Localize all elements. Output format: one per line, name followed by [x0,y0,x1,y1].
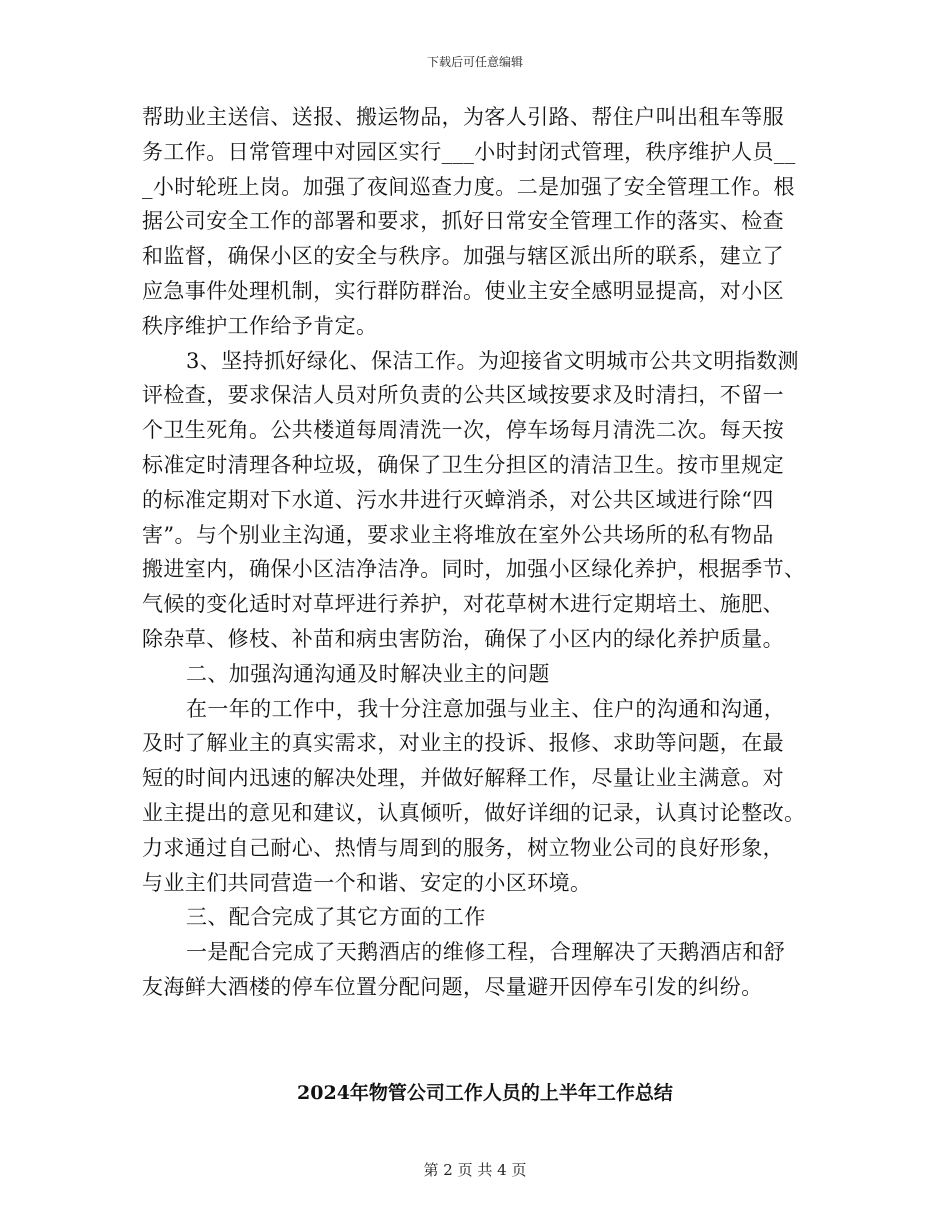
paragraph-start-line: 3、坚持抓好绿化、保洁工作。为迎接省文明城市公共文明指数测 [186,348,799,373]
page-header: 下载后可任意编辑 [426,55,523,69]
text-line: 气候的变化适时对草坪进行养护，对花草树木进行定期培土、施肥、 [142,592,784,617]
text-line: 秩序维护工作给予肯定。 [142,313,378,338]
page-number-footer: 第 2 页 共 4 页 [423,1161,527,1179]
text-line: 短的时间内迅速的解决处理，并做好解释工作，尽量让业主满意。对 [142,766,784,791]
text-line: 及时了解业主的真实需求，对业主的投诉、报修、求助等问题，在最 [142,731,784,756]
text-line: 应急事件处理机制，实行群防群治。使业主安全感明显提高，对小区 [142,278,784,303]
document-body [142,100,814,1005]
text-line: 务工作。日常管理中对园区实行___小时封闭式管理，秩序维护人员__ [142,139,796,164]
text-line: _小时轮班上岗。加强了夜间巡查力度。二是加强了安全管理工作。根 [142,174,795,199]
text-line: 害”。与个别业主沟通，要求业主将堆放在室外公共场所的私有物品 [142,522,774,547]
text-line: 标准定时清理各种垃圾，确保了卫生分担区的清洁卫生。按市里规定 [142,452,784,477]
text-line: 据公司安全工作的部署和要求，抓好日常安全管理工作的落实、检查 [142,209,784,234]
section-heading: 二、加强沟通沟通及时解决业主的问题 [186,661,550,686]
text-line: 帮助业主送信、送报、搬运物品，为客人引路、帮住户叫出租车等服 [142,105,784,129]
text-line: 除杂草、修枝、补苗和病虫害防治，确保了小区内的绿化养护质量。 [142,626,784,651]
text-line: 业主提出的意见和建议，认真倾听，做好详细的记录，认真讨论整改。 [142,800,806,825]
text-line: 的标准定期对下水道、污水井进行灭蟑消杀，对公共区域进行除“四 [142,487,774,512]
text-line: 个卫生死角。公共楼道每周清洗一次，停车场每月清洗二次。每天按 [142,418,784,443]
paragraph-start-line: 一是配合完成了天鹅酒店的维修工程，合理解决了天鹅酒店和舒 [186,940,786,965]
document-title: 2024年物管公司工作人员的上半年工作总结 [297,1082,673,1104]
paragraph-start-line: 在一年的工作中，我十分注意加强与业主、住户的沟通和沟通， [186,696,786,721]
section-heading: 三、配合完成了其它方面的工作 [186,905,486,930]
text-line: 友海鲜大酒楼的停车位置分配问题，尽量避开因停车引发的纠纷。 [142,974,763,999]
text-line: 评检查，要求保洁人员对所负责的公共区域按要求及时清扫，不留一 [142,383,784,408]
text-line: 和监督，确保小区的安全与秩序。加强与辖区派出所的联系，建立了 [142,244,784,269]
text-line: 搬进室内，确保小区洁净洁净。同时，加强小区绿化养护，根据季节、 [142,557,806,582]
text-line: 与业主们共同营造一个和谐、安定的小区环境。 [142,870,592,895]
text-line: 力求通过自己耐心、热情与周到的服务，树立物业公司的良好形象， [142,835,784,860]
